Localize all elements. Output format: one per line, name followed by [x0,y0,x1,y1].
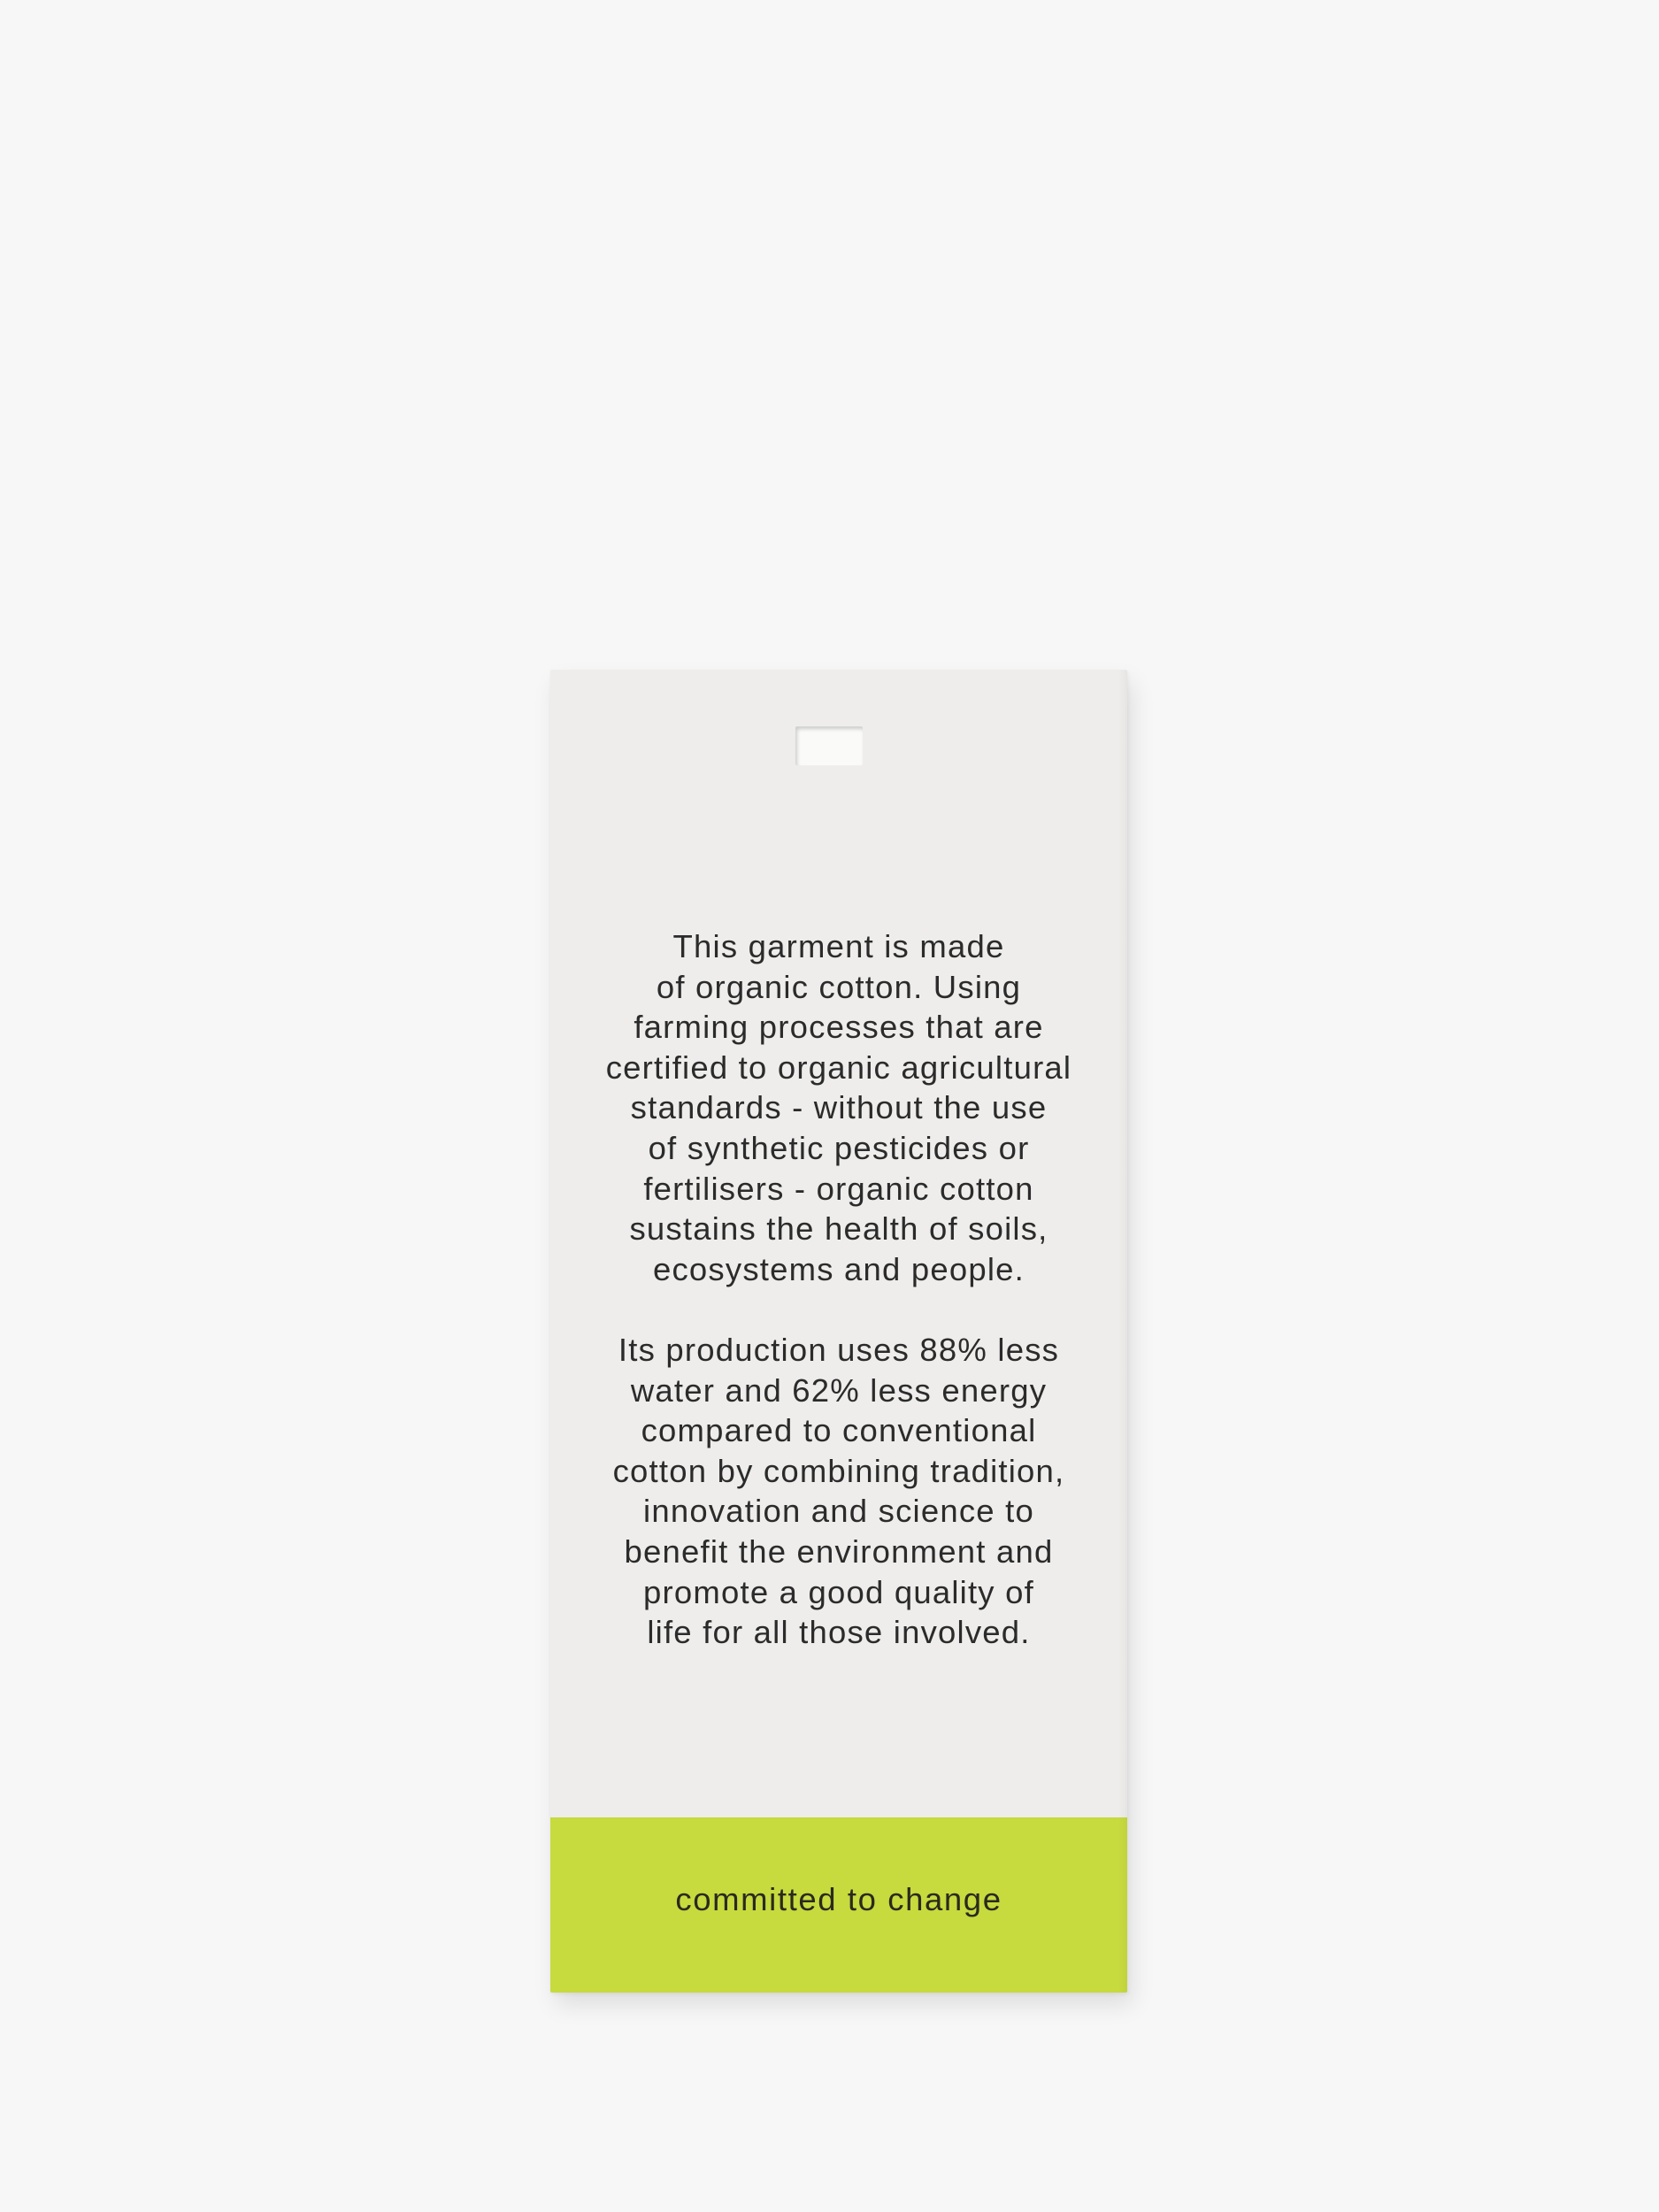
tag-text-line: innovation and science to [643,1493,1034,1530]
tag-text-line: cotton by combining tradition, [612,1452,1065,1489]
tag-text-line: certified to organic agricultural [605,1048,1072,1086]
hang-tag [550,670,1127,1993]
tag-color-band [550,1817,1127,1993]
tag-description [550,926,1127,1653]
hang-hole [795,726,863,765]
tag-text-line: ecosystems and people. [652,1250,1025,1287]
tag-text-line: farming processes that are [634,1009,1044,1046]
tag-text-line: sustains the health of soils, [629,1210,1048,1248]
tag-text-line: compared to conventional [641,1412,1037,1449]
tag-text-line: life for all those involved. [647,1614,1031,1651]
tag-text-line: water and 62% less energy [630,1371,1048,1409]
tag-text-line: standards - without the use [630,1089,1048,1126]
tag-text-line: of synthetic pesticides or [648,1129,1030,1166]
tag-text-line: promote a good quality of [643,1573,1034,1610]
tag-text-line: Its production uses 88% less [618,1331,1060,1368]
tag-text-line: benefit the environment and [624,1532,1054,1570]
paragraph-gap [550,1289,1127,1330]
tag-text-line: fertilisers - organic cotton [643,1170,1034,1207]
band-slogan: committed to change [675,1881,1002,1917]
tag-text-line: This garment is made [672,928,1005,964]
tag-text-line: of organic cotton. Using [656,968,1022,1005]
